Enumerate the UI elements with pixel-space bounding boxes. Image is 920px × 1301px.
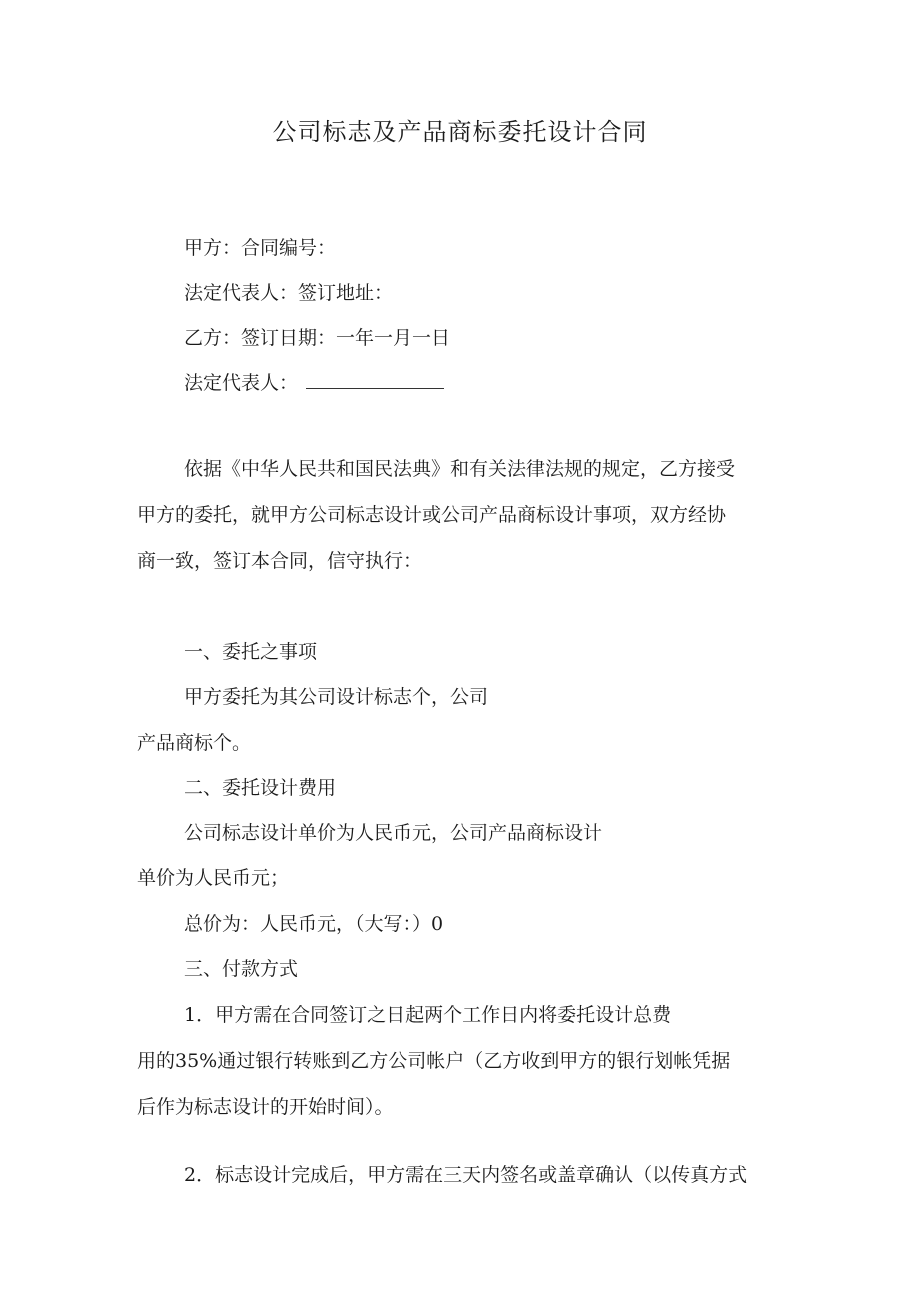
party-b-field: 乙方：签订日期：一年一月一日	[184, 327, 451, 349]
legal-rep-field-1: 法定代表人：签订地址：	[184, 282, 394, 304]
party-a-field: 甲方：合同编号：	[184, 237, 337, 259]
legal-rep-field-2: 法定代表人：	[184, 372, 299, 394]
signature-blank-line	[306, 372, 444, 389]
section-3-item-1-line-3: 后作为标志设计的开始时间）。	[137, 1096, 394, 1118]
section-3-heading: 三、付款方式	[184, 958, 299, 980]
legal-rep-field-2-row	[184, 371, 444, 395]
document-title: 公司标志及产品商标委托设计合同	[272, 118, 648, 146]
section-1-line-2: 产品商标个。	[137, 732, 252, 754]
section-2-line-2: 单价为人民币元；	[137, 867, 290, 889]
section-2-line-3: 总价为：人民币元，（大写：）0	[184, 913, 444, 935]
section-3-item-1-line-2: 用的35%通过银行转账到乙方公司帐户（乙方收到甲方的银行划帐凭据	[137, 1050, 731, 1072]
preamble-line-2: 甲方的委托，就甲方公司标志设计或公司产品商标设计事项，双方经协	[137, 504, 727, 526]
section-2-heading: 二、委托设计费用	[184, 777, 337, 799]
preamble-line-3: 商一致，签订本合同，信守执行：	[137, 550, 423, 572]
section-2-line-1: 公司标志设计单价为人民币元，公司产品商标设计	[184, 822, 603, 844]
section-3-item-2-line-1: 2．标志设计完成后，甲方需在三天内签名或盖章确认（以传真方式	[184, 1164, 748, 1186]
preamble-line-1: 依据《中华人民共和国民法典》和有关法律法规的规定，乙方接受	[184, 458, 736, 480]
section-3-item-1-line-1: 1．甲方需在合同签订之日起两个工作日内将委托设计总费	[184, 1004, 672, 1026]
section-1-line-1: 甲方委托为其公司设计标志个，公司	[184, 686, 489, 708]
section-1-heading: 一、委托之事项	[184, 641, 318, 663]
